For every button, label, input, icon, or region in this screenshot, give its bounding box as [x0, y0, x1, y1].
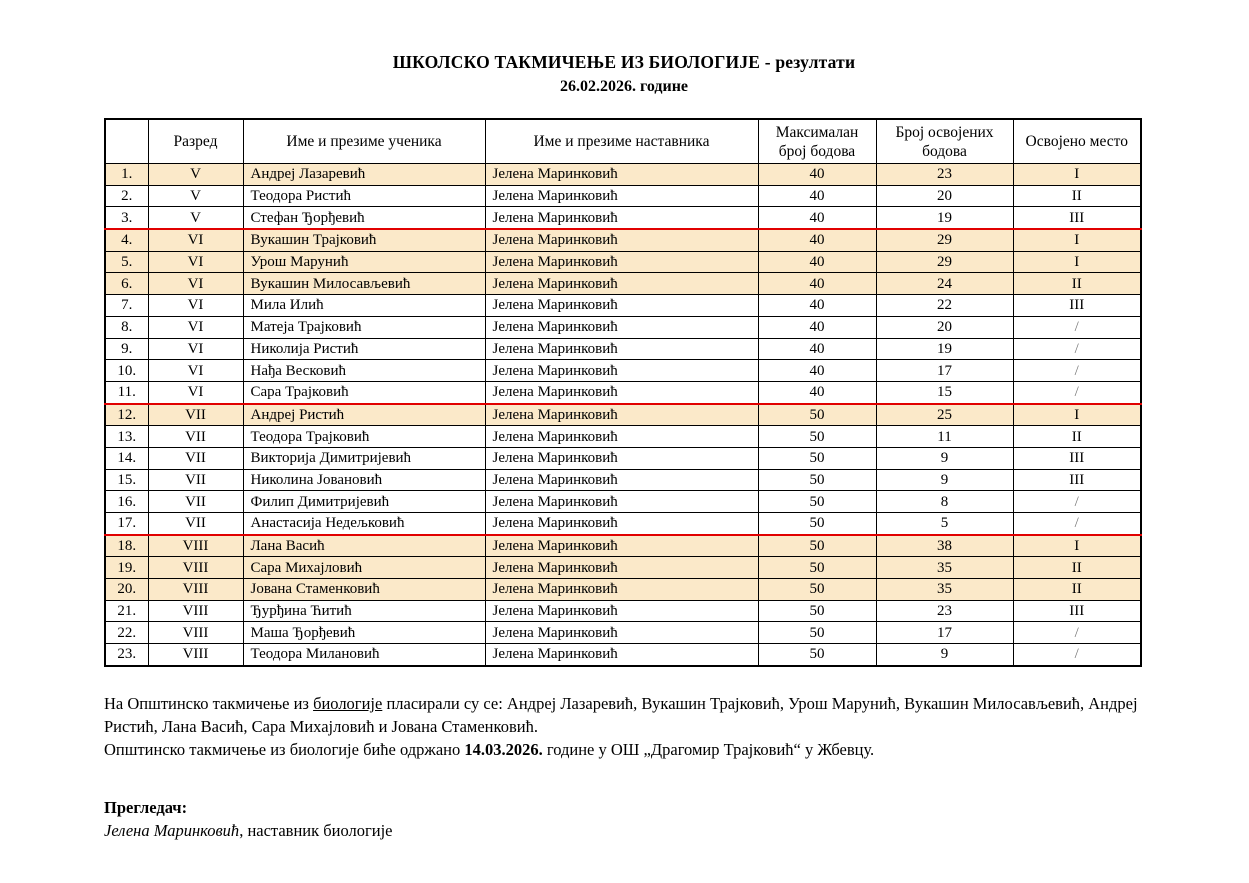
- row-number-cell: 13.: [105, 426, 148, 448]
- teacher-name-cell: Јелена Маринковић: [485, 579, 758, 601]
- grade-cell: VII: [148, 404, 243, 426]
- student-name-cell: Филип Димитријевић: [243, 491, 485, 513]
- teacher-name-cell: Јелена Маринковић: [485, 447, 758, 469]
- table-row: [105, 447, 1141, 469]
- points-cell: 9: [876, 469, 1013, 491]
- paragraph-segment: биологије: [313, 693, 383, 713]
- student-name-cell: Урош Марунић: [243, 251, 485, 273]
- row-number-cell: 1.: [105, 164, 148, 186]
- place-cell: III: [1013, 600, 1141, 622]
- points-cell: 15: [876, 381, 1013, 403]
- grade-cell: VIII: [148, 579, 243, 601]
- grade-cell: VI: [148, 251, 243, 273]
- points-cell: 23: [876, 164, 1013, 186]
- max-points-cell: 40: [758, 360, 876, 382]
- points-cell: 35: [876, 579, 1013, 601]
- grade-cell: VI: [148, 295, 243, 317]
- row-number-cell: 12.: [105, 404, 148, 426]
- teacher-name-cell: Јелена Маринковић: [485, 622, 758, 644]
- header-student-name: Име и презиме ученика: [243, 119, 485, 164]
- teacher-name-cell: Јелена Маринковић: [485, 207, 758, 229]
- grade-cell: VI: [148, 316, 243, 338]
- teacher-name-cell: Јелена Маринковић: [485, 600, 758, 622]
- student-name-cell: Теодора Трајковић: [243, 426, 485, 448]
- place-cell: /: [1013, 513, 1141, 535]
- student-name-cell: Викторија Димитријевић: [243, 447, 485, 469]
- grade-cell: VI: [148, 338, 243, 360]
- points-cell: 17: [876, 360, 1013, 382]
- place-cell: /: [1013, 360, 1141, 382]
- student-name-cell: Мила Илић: [243, 295, 485, 317]
- table-row: [105, 513, 1141, 535]
- results-table-header: [105, 119, 1141, 164]
- points-cell: 20: [876, 185, 1013, 207]
- grade-cell: VI: [148, 381, 243, 403]
- student-name-cell: Вукашин Милосављевић: [243, 273, 485, 295]
- teacher-name-cell: Јелена Маринковић: [485, 295, 758, 317]
- teacher-name-cell: Јелена Маринковић: [485, 491, 758, 513]
- place-cell: III: [1013, 295, 1141, 317]
- table-row: [105, 469, 1141, 491]
- table-row: [105, 579, 1141, 601]
- max-points-cell: 40: [758, 273, 876, 295]
- teacher-name-cell: Јелена Маринковић: [485, 404, 758, 426]
- teacher-name-cell: Јелена Маринковић: [485, 251, 758, 273]
- max-points-cell: 40: [758, 316, 876, 338]
- teacher-name-cell: Јелена Маринковић: [485, 426, 758, 448]
- max-points-cell: 40: [758, 295, 876, 317]
- row-number-cell: 10.: [105, 360, 148, 382]
- points-cell: 9: [876, 447, 1013, 469]
- max-points-cell: 40: [758, 229, 876, 251]
- student-name-cell: Сара Михајловић: [243, 557, 485, 579]
- table-row: [105, 644, 1141, 666]
- teacher-name-cell: Јелена Маринковић: [485, 644, 758, 666]
- points-cell: 38: [876, 535, 1013, 557]
- place-cell: II: [1013, 185, 1141, 207]
- row-number-cell: 17.: [105, 513, 148, 535]
- max-points-cell: 40: [758, 185, 876, 207]
- row-number-cell: 6.: [105, 273, 148, 295]
- points-cell: 5: [876, 513, 1013, 535]
- row-number-cell: 8.: [105, 316, 148, 338]
- paragraph-segment: године у ОШ „Драгомир Трајковић“ у Жбевцу.: [542, 739, 875, 759]
- student-name-cell: Анастасија Недељковић: [243, 513, 485, 535]
- place-cell: I: [1013, 251, 1141, 273]
- student-name-cell: Андреј Ристић: [243, 404, 485, 426]
- place-cell: I: [1013, 164, 1141, 186]
- place-cell: II: [1013, 579, 1141, 601]
- table-row: [105, 185, 1141, 207]
- points-cell: 25: [876, 404, 1013, 426]
- max-points-cell: 40: [758, 207, 876, 229]
- row-number-cell: 3.: [105, 207, 148, 229]
- max-points-cell: 50: [758, 622, 876, 644]
- student-name-cell: Теодора Ристић: [243, 185, 485, 207]
- points-cell: 20: [876, 316, 1013, 338]
- max-points-cell: 40: [758, 338, 876, 360]
- place-cell: II: [1013, 557, 1141, 579]
- points-cell: 19: [876, 338, 1013, 360]
- points-cell: 24: [876, 273, 1013, 295]
- header-teacher-name: Име и презиме наставника: [485, 119, 758, 164]
- grade-cell: VI: [148, 229, 243, 251]
- table-row: [105, 535, 1141, 557]
- paragraph-segment: 14.03.2026.: [464, 739, 543, 759]
- student-name-cell: Маша Ђорђевић: [243, 622, 485, 644]
- max-points-cell: 50: [758, 404, 876, 426]
- row-number-cell: 4.: [105, 229, 148, 251]
- row-number-cell: 15.: [105, 469, 148, 491]
- points-cell: 9: [876, 644, 1013, 666]
- table-row: [105, 426, 1141, 448]
- reviewer-name: Јелена Маринковић: [104, 820, 240, 840]
- place-cell: II: [1013, 273, 1141, 295]
- grade-cell: VI: [148, 360, 243, 382]
- row-number-cell: 16.: [105, 491, 148, 513]
- max-points-cell: 50: [758, 426, 876, 448]
- table-row: [105, 207, 1141, 229]
- place-cell: /: [1013, 316, 1141, 338]
- student-name-cell: Нађа Весковић: [243, 360, 485, 382]
- student-name-cell: Ђурђина Ћитић: [243, 600, 485, 622]
- student-name-cell: Сара Трајковић: [243, 381, 485, 403]
- teacher-name-cell: Јелена Маринковић: [485, 273, 758, 295]
- points-cell: 35: [876, 557, 1013, 579]
- grade-cell: V: [148, 164, 243, 186]
- points-cell: 22: [876, 295, 1013, 317]
- points-cell: 19: [876, 207, 1013, 229]
- max-points-cell: 50: [758, 557, 876, 579]
- header-place: Освојено место: [1013, 119, 1141, 164]
- grade-cell: V: [148, 207, 243, 229]
- row-number-cell: 22.: [105, 622, 148, 644]
- place-cell: /: [1013, 338, 1141, 360]
- points-cell: 8: [876, 491, 1013, 513]
- teacher-name-cell: Јелена Маринковић: [485, 316, 758, 338]
- place-cell: /: [1013, 644, 1141, 666]
- teacher-name-cell: Јелена Маринковић: [485, 381, 758, 403]
- row-number-cell: 14.: [105, 447, 148, 469]
- grade-cell: VIII: [148, 600, 243, 622]
- points-cell: 11: [876, 426, 1013, 448]
- place-cell: II: [1013, 426, 1141, 448]
- max-points-cell: 50: [758, 513, 876, 535]
- student-name-cell: Вукашин Трајковић: [243, 229, 485, 251]
- max-points-cell: 50: [758, 579, 876, 601]
- teacher-name-cell: Јелена Маринковић: [485, 360, 758, 382]
- table-row: [105, 273, 1141, 295]
- row-number-cell: 21.: [105, 600, 148, 622]
- points-cell: 17: [876, 622, 1013, 644]
- table-row: [105, 557, 1141, 579]
- teacher-name-cell: Јелена Маринковић: [485, 338, 758, 360]
- max-points-cell: 50: [758, 469, 876, 491]
- place-cell: /: [1013, 491, 1141, 513]
- table-row: [105, 491, 1141, 513]
- row-number-cell: 23.: [105, 644, 148, 666]
- place-cell: III: [1013, 207, 1141, 229]
- results-table: [104, 118, 1142, 667]
- student-name-cell: Лана Васић: [243, 535, 485, 557]
- teacher-name-cell: Јелена Маринковић: [485, 557, 758, 579]
- table-row: [105, 251, 1141, 273]
- place-cell: I: [1013, 229, 1141, 251]
- reviewer-name-line: [104, 821, 1144, 841]
- student-name-cell: Николија Ристић: [243, 338, 485, 360]
- table-row: [105, 338, 1141, 360]
- header-grade: Разред: [148, 119, 243, 164]
- student-name-cell: Андреј Лазаревић: [243, 164, 485, 186]
- points-cell: 23: [876, 600, 1013, 622]
- place-cell: /: [1013, 381, 1141, 403]
- points-cell: 29: [876, 251, 1013, 273]
- row-number-cell: 20.: [105, 579, 148, 601]
- row-number-cell: 18.: [105, 535, 148, 557]
- header-row-number: [105, 119, 148, 164]
- header-max-points: Максималан број бодова: [758, 119, 876, 164]
- document-title: ШКОЛСКО ТАКМИЧЕЊЕ ИЗ БИОЛОГИЈЕ - резултати: [392, 52, 856, 72]
- place-cell: /: [1013, 622, 1141, 644]
- place-cell: I: [1013, 535, 1141, 557]
- qualified-paragraph: [104, 692, 1144, 738]
- header-row: [105, 119, 1141, 164]
- reviewer-role: , наставник биологије: [239, 820, 393, 840]
- results-table-body: [105, 164, 1141, 666]
- next-round-paragraph: [104, 738, 1144, 761]
- max-points-cell: 50: [758, 600, 876, 622]
- teacher-name-cell: Јелена Маринковић: [485, 164, 758, 186]
- grade-cell: VII: [148, 426, 243, 448]
- table-row: [105, 164, 1141, 186]
- paragraph-segment: Општинско такмичење из биологије биће одржано: [104, 739, 465, 759]
- header-points-won: Број освојених бодова: [876, 119, 1013, 164]
- teacher-name-cell: Јелена Маринковић: [485, 535, 758, 557]
- paragraph-segment: пласирали су се: Андреј Лазаревић, Вукашин Трајковић, Урош Марунић, Вукашин Милосављевић, Андреј Ристић, Лана Васић, Сара Михајловић и Јована Стаменковић.: [104, 693, 1138, 736]
- teacher-name-cell: Јелена Маринковић: [485, 469, 758, 491]
- table-row: [105, 600, 1141, 622]
- student-name-cell: Николина Јовановић: [243, 469, 485, 491]
- place-cell: III: [1013, 447, 1141, 469]
- grade-cell: VII: [148, 513, 243, 535]
- row-number-cell: 5.: [105, 251, 148, 273]
- grade-cell: V: [148, 185, 243, 207]
- student-name-cell: Јована Стаменковић: [243, 579, 485, 601]
- student-name-cell: Стефан Ђорђевић: [243, 207, 485, 229]
- row-number-cell: 2.: [105, 185, 148, 207]
- max-points-cell: 50: [758, 447, 876, 469]
- points-cell: 29: [876, 229, 1013, 251]
- grade-cell: VIII: [148, 535, 243, 557]
- grade-cell: VII: [148, 491, 243, 513]
- table-row: [105, 404, 1141, 426]
- max-points-cell: 50: [758, 535, 876, 557]
- table-row: [105, 229, 1141, 251]
- grade-cell: VII: [148, 447, 243, 469]
- max-points-cell: 40: [758, 251, 876, 273]
- row-number-cell: 11.: [105, 381, 148, 403]
- table-row: [105, 295, 1141, 317]
- teacher-name-cell: Јелена Маринковић: [485, 185, 758, 207]
- student-name-cell: Матеја Трајковић: [243, 316, 485, 338]
- grade-cell: VII: [148, 469, 243, 491]
- grade-cell: VIII: [148, 644, 243, 666]
- max-points-cell: 50: [758, 491, 876, 513]
- max-points-cell: 40: [758, 164, 876, 186]
- grade-cell: VIII: [148, 622, 243, 644]
- teacher-name-cell: Јелена Маринковић: [485, 229, 758, 251]
- teacher-name-cell: Јелена Маринковић: [485, 513, 758, 535]
- row-number-cell: 7.: [105, 295, 148, 317]
- table-row: [105, 316, 1141, 338]
- document-date: 26.02.2026. године: [559, 78, 689, 95]
- paragraph-segment: На Општинско такмичење из: [104, 693, 314, 713]
- document-content: [104, 0, 1144, 841]
- row-number-cell: 9.: [105, 338, 148, 360]
- place-cell: III: [1013, 469, 1141, 491]
- row-number-cell: 19.: [105, 557, 148, 579]
- place-cell: I: [1013, 404, 1141, 426]
- max-points-cell: 50: [758, 644, 876, 666]
- table-row: [105, 381, 1141, 403]
- grade-cell: VIII: [148, 557, 243, 579]
- reviewer-label: Прегледач:: [104, 797, 188, 817]
- table-row: [105, 622, 1141, 644]
- student-name-cell: Теодора Милановић: [243, 644, 485, 666]
- table-row: [105, 360, 1141, 382]
- grade-cell: VI: [148, 273, 243, 295]
- max-points-cell: 40: [758, 381, 876, 403]
